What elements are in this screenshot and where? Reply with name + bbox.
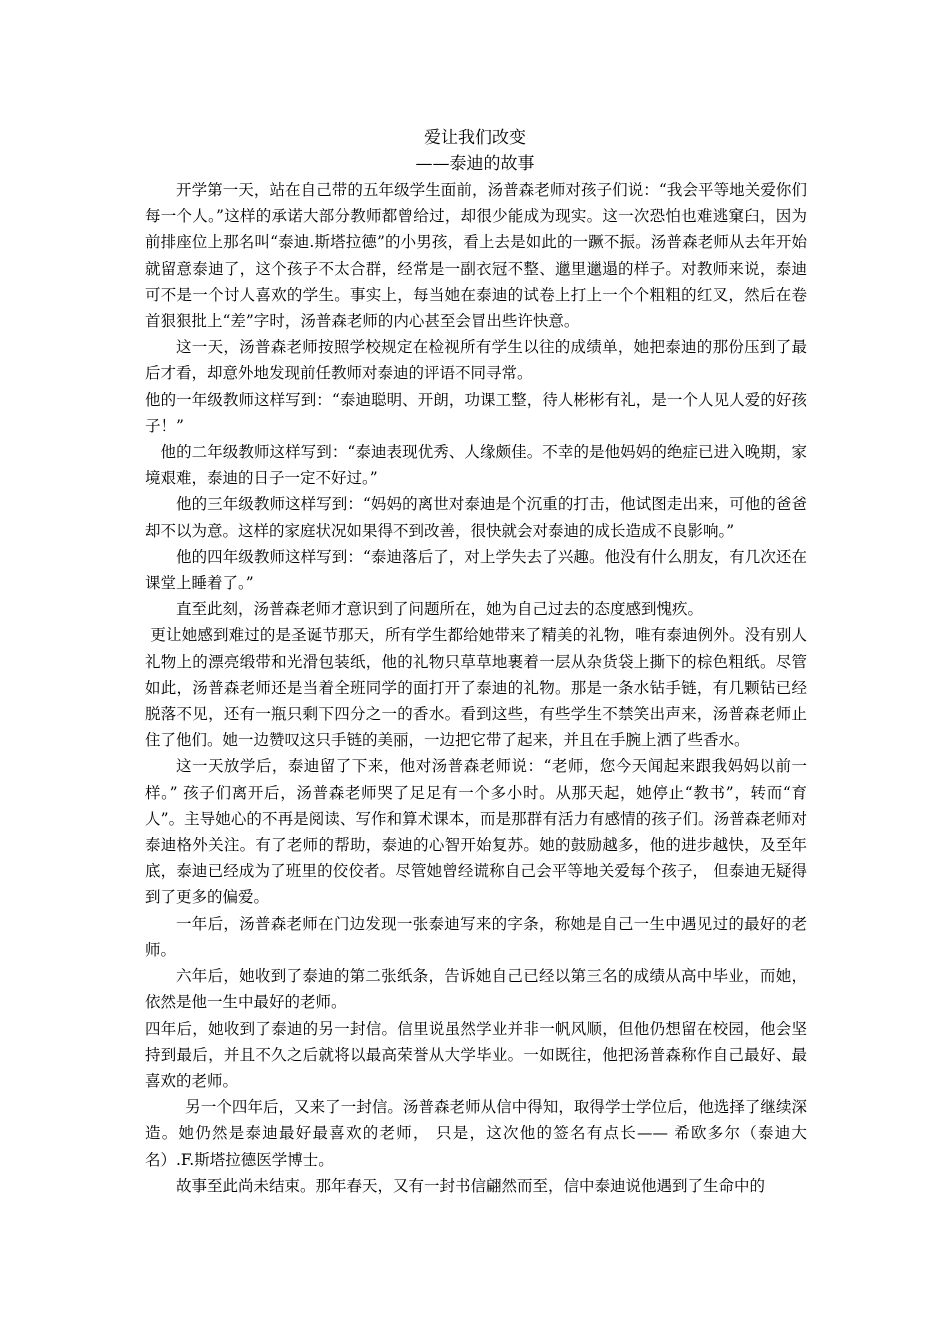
paragraph: 这一天放学后，泰迪留了下来，他对汤普森老师说：“老师，您今天闻起来跟我妈妈以前一样。” 孩子们离开后，汤普森老师哭了足足有一个多小时。从那天起，她停止“教书”，转而“育人”。主导她心的不再是阅读、写作和算术课本，而是那群有活力有感情的孩子们。汤普森老师对泰迪格外关注。有了老师的帮助，泰迪的心智开始复苏。她的鼓励越多，他的进步越快，及至年底，泰迪已经成为了班里的佼佼者。尽管她曾经谎称自己会平等地关爱每个孩子， 但泰迪无疑得到了更多的偏爱。 bbox=[145, 757, 807, 907]
paragraph: 六年后，她收到了泰迪的第二张纸条，告诉她自己已经以第三名的成绩从高中毕业，而她，依然是他一生中最好的老师。 bbox=[145, 967, 807, 1012]
paragraph: 故事至此尚未结束。那年春天，又有一封书信翩然而至，信中泰迪说他遇到了生命中的 bbox=[176, 1176, 766, 1195]
paragraph: 更让她感到难过的是圣诞节那天，所有学生都给她带来了精美的礼物，唯有泰迪例外。没有别人礼物上的漂亮缎带和光滑包装纸，他的礼物只草草地裹着一层从杂货袋上撕下的棕色粗纸。尽管如此，汤普森老师还是当着全班同学的面打开了泰迪的礼物。那是一条水钻手链，有几颗钻已经脱落不见，还有一瓶只剩下四分之一的香水。看到这些，有些学生不禁笑出声来，汤普森老师止住了他们。她一边赞叹这只手链的美丽，一边把它带了起来，并且在手腕上洒了些香水。 bbox=[145, 626, 807, 750]
document-subtitle: ——泰迪的故事 bbox=[415, 154, 535, 174]
paragraph: 开学第一天，站在自己带的五年级学生面前，汤普森老师对孩子们说：“我会平等地关爱你们每一个人。”这样的承诺大部分教师都曾给过，却很少能成为现实。这一次恐怕也难逃窠臼，因为前排座位上那名叫“泰迪.斯塔拉德”的小男孩，看上去是如此的一蹶不振。汤普森老师从去年开始就留意泰迪了，这个孩子不太合群，经常是一副衣冠不整、邋里邋遢的样子。对教师来说，泰迪可不是一个讨人喜欢的学生。事实上，每当她在泰迪的试卷上打上一个个粗粗的红叉，然后在卷首狠狠批上“差”字时，汤普森老师的内心甚至会冒出些许快意。 bbox=[145, 181, 807, 331]
paragraph: 他的一年级教师这样写到：“泰迪聪明、开朗，功课工整，待人彬彬有礼，是一个人见人爱的好孩子！” bbox=[145, 390, 807, 435]
paragraph: 另一个四年后，又来了一封信。汤普森老师从信中得知，取得学士学位后，他选择了继续深造。她仍然是泰迪最好最喜欢的老师， 只是，这次他的签名有点长—— 希欧多尔（泰迪大名）.F.斯塔拉德医学博士。 bbox=[145, 1098, 807, 1169]
paragraph: 他的四年级教师这样写到：“泰迪落后了，对上学失去了兴趣。他没有什么朋友，有几次还在课堂上睡着了。” bbox=[145, 547, 807, 593]
paragraph: 他的二年级教师这样写到：“泰迪表现优秀、人缘颇佳。不幸的是他妈妈的绝症已进入晚期，家境艰难，泰迪的日子一定不好过。” bbox=[145, 443, 807, 488]
paragraph: 直至此刻，汤普森老师才意识到了问题所在，她为自己过去的态度感到愧疚。 bbox=[176, 600, 704, 619]
document-body bbox=[145, 177, 807, 1199]
paragraph: 他的三年级教师这样写到：“妈妈的离世对泰迪是个沉重的打击，他试图走出来，可他的爸爸却不以为意。这样的家庭状况如果得不到改善，很快就会对泰迪的成长造成不良影响。” bbox=[145, 495, 807, 540]
document-title: 爱让我们改变 bbox=[424, 128, 526, 148]
paragraph: 一年后，汤普森老师在门边发现一张泰迪写来的字条，称她是自己一生中遇见过的最好的老师。 bbox=[145, 914, 807, 959]
paragraph: 这一天，汤普森老师按照学校规定在检视所有学生以往的成绩单，她把泰迪的那份压到了最后才看，却意外地发现前任教师对泰迪的评语不同寻常。 bbox=[145, 338, 807, 383]
paragraph: 四年后，她收到了泰迪的另一封信。信里说虽然学业并非一帆风顺，但他仍想留在校园，他会坚持到最后，并且不久之后就将以最高荣誉从大学毕业。一如既往，他把汤普森称作自己最好、最喜欢的老师。 bbox=[145, 1019, 807, 1090]
